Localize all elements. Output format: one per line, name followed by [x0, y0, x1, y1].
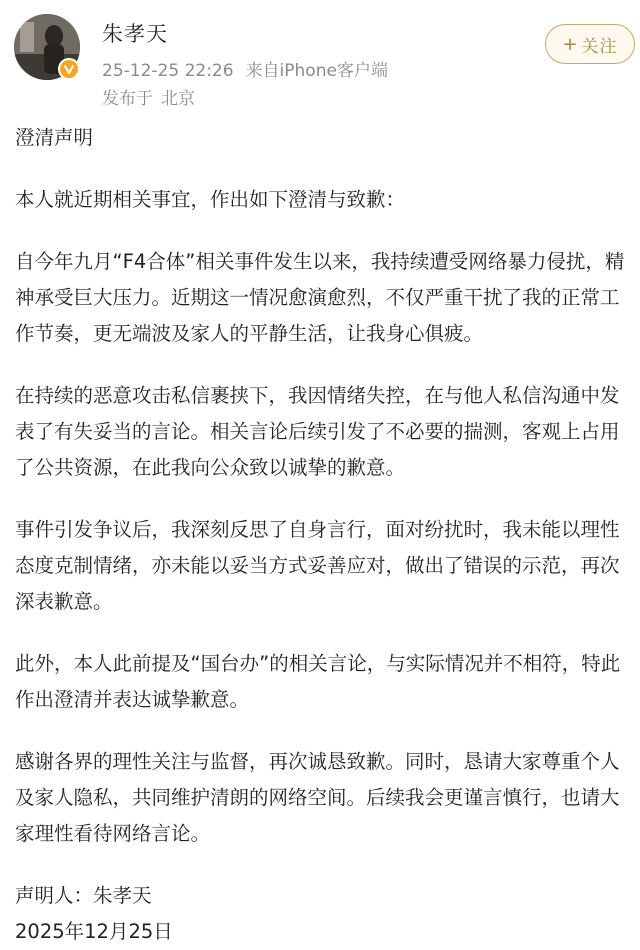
statement-paragraph-1: 自今年九月“F4合体”相关事件发生以来，我持续遭受网络暴力侵扰，精神承受巨大压力。近期这一情况愈演愈烈，不仅严重干扰了我的正常工作节奏，更无端波及家人的平静生活，让我身心俱疲。	[15, 250, 625, 345]
v-icon	[63, 63, 75, 75]
location-prefix: 发布于	[102, 89, 153, 109]
statement-date: 2025年12月25日	[15, 920, 173, 943]
follow-button[interactable]	[545, 24, 635, 64]
post-source: 来自iPhone客户端	[245, 61, 388, 81]
author-name[interactable]: 朱孝天	[102, 22, 168, 46]
statement-paragraph-3: 事件引发争议后，我深刻反思了自身言行，面对纷扰时，我未能以理性态度克制情绪，亦未能以妥当方式妥善应对，做出了错误的示范，再次深表歉意。	[15, 518, 620, 613]
follow-label: 关注	[581, 36, 618, 57]
post-location	[102, 84, 195, 109]
post-meta	[102, 56, 388, 81]
statement-paragraph-4: 此外，本人此前提及“国台办”的相关言论，与实际情况并不相符，特此作出澄清并表达诚挚歉意。	[15, 652, 621, 711]
post-timestamp: 25-12-25 22:26	[102, 61, 234, 81]
location-name: 北京	[161, 89, 195, 109]
statement-paragraph-5: 感谢各界的理性关注与监督，再次诚恳致歉。同时，恳请大家尊重个人及家人隐私，共同维护清朗的网络空间。后续我会更谨言慎行，也请大家理性看待网络言论。	[15, 750, 620, 845]
signature-line: 声明人：朱孝天	[15, 884, 152, 907]
plus-icon: +	[562, 33, 579, 55]
statement-paragraph-2: 在持续的恶意攻击私信裹挟下，我因情绪失控，在与他人私信沟通中发表了有失妥当的言论。相关言论后续引发了不必要的揣测，客观上占用了公共资源，在此我向公众致以诚挚的歉意。	[15, 384, 620, 479]
statement-signature	[15, 878, 627, 950]
verified-badge-icon	[58, 58, 80, 80]
post-body	[15, 120, 627, 950]
statement-title: 澄清声明	[15, 126, 94, 149]
statement-intro: 本人就近期相关事宜，作出如下澄清与致歉：	[15, 188, 406, 211]
post-header	[0, 0, 640, 110]
